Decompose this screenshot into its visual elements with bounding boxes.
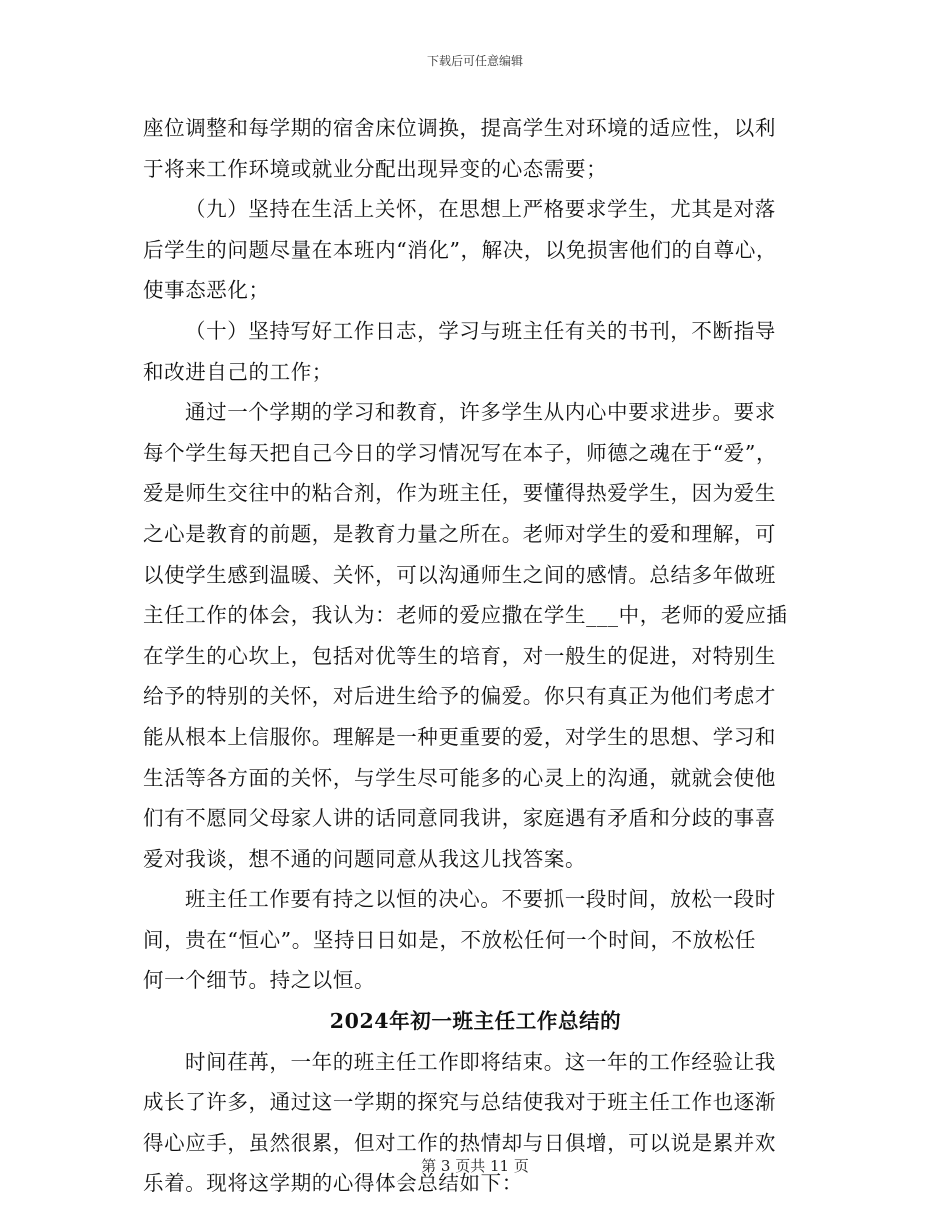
section-title: 2024年初一班主任工作总结的: [329, 1009, 622, 1034]
text-line: 给予的特别的关怀，对后进生给予的偏爱。你只有真正为他们考虑才: [143, 684, 776, 709]
text-line: 之心是教育的前题，是教育力量之所在。老师对学生的爱和理解，可: [143, 521, 776, 546]
text-line: 通过一个学期的学习和教育，许多学生从内心中要求进步。要求: [185, 400, 776, 425]
page-footer: 第 3 页共 11 页: [421, 1157, 529, 1175]
text-line: 于将来工作环境或就业分配出现异变的心态需要；: [143, 156, 608, 181]
text-line: 生活等各方面的关怀，与学生尽可能多的心灵上的沟通，就就会使他: [143, 765, 776, 790]
text-line: 能从根本上信服你。理解是一种更重要的爱，对学生的思想、学习和: [143, 724, 776, 749]
text-line: 成长了许多，通过这一学期的探究与总结使我对于班主任工作也逐渐: [143, 1090, 776, 1115]
text-line: 以使学生感到温暖、关怀，可以沟通师生之间的感情。总结多年做班: [143, 562, 776, 587]
text-line: 爱对我谈，想不通的问题同意从我这儿找答案。: [143, 846, 587, 871]
text-line: （十）坚持写好工作日志，学习与班主任有关的书刊，不断指导: [185, 318, 776, 343]
text-line: 每个学生每天把自己今日的学习情况写在本子，师德之魂在于“爱”，: [143, 440, 778, 465]
text-line: 在学生的心坎上，包括对优等生的培育，对一般生的促进，对特别生: [143, 643, 776, 668]
text-line: 时间荏苒，一年的班主任工作即将结束。这一年的工作经验让我: [185, 1049, 776, 1074]
text-line: 乐着。现将这学期的心得体会总结如下：: [143, 1171, 523, 1196]
text-line: 后学生的问题尽量在本班内“消化”，解决，以免损害他们的自尊心，: [143, 237, 778, 262]
text-line: 主任工作的体会，我认为：老师的爱应撒在学生___中，老师的爱应插: [143, 603, 788, 628]
text-line: 何一个细节。持之以恒。: [143, 968, 376, 993]
text-line: 间，贵在“恒心”。坚持日日如是，不放松任何一个时间，不放松任: [143, 927, 756, 952]
text-line: 班主任工作要有持之以恒的决心。不要抓一段时间，放松一段时: [185, 887, 776, 912]
text-line: 座位调整和每学期的宿舍床位调换，提高学生对环境的适应性，以利: [143, 116, 776, 140]
text-line: （九）坚持在生活上关怀，在思想上严格要求学生，尤其是对落: [185, 197, 776, 222]
text-line: 们有不愿同父母家人讲的话同意同我讲，家庭遇有矛盾和分歧的事喜: [143, 806, 776, 831]
text-line: 爱是师生交往中的粘合剂，作为班主任，要懂得热爱学生，因为爱生: [143, 481, 776, 506]
page-header: 下载后可任意编辑: [426, 54, 523, 68]
text-line: 和改进自己的工作；: [143, 359, 333, 384]
text-line: 使事态恶化；: [143, 278, 270, 303]
document-body: [143, 108, 808, 1204]
text-line: 得心应手，虽然很累，但对工作的热情却与日俱增，可以说是累并欢: [143, 1130, 776, 1155]
